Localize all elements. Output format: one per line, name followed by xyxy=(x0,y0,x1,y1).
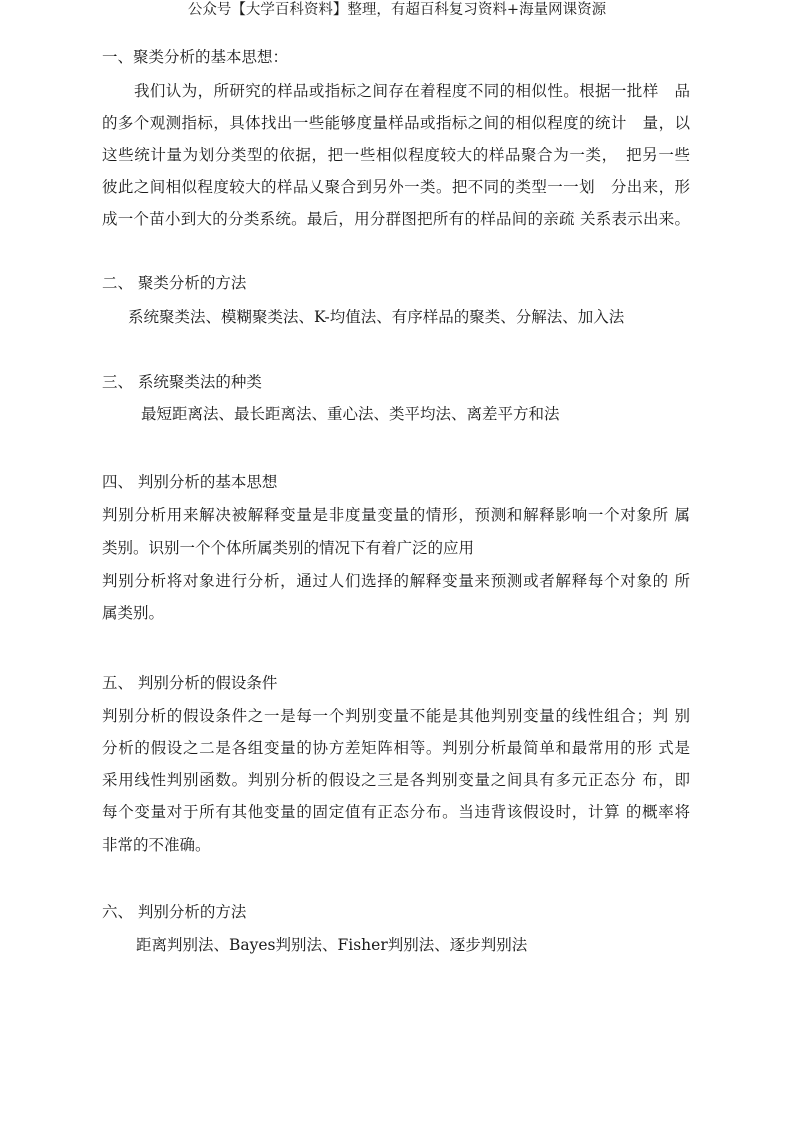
section-5-line: 每个变量对于所有其他变量的固定值有正态分布。当违背该假设时，计算 的概率将 xyxy=(102,803,690,821)
section-3-line: 最短距离法、最长距离法、重心法、类平均法、离差平方和法 xyxy=(141,405,560,423)
section-1-line: 彼此之间相似程度较大的样品乂聚合到另外一类。把不同的类型一一划 分出来，形 xyxy=(102,178,690,196)
page-header: 公众号【大学百科资料】整理，有超百科复习资料+海量网课资源 xyxy=(187,2,607,18)
section-4-line: 判别分析将对象进行分析，通过人们选择的解释变量来预测或者解释每个对象的 所 xyxy=(102,572,690,590)
section-1-title: 一、聚类分析的基本思想： xyxy=(102,48,289,66)
section-4-line: 判别分析用来解决被解释变量是非度量变量的情形，预测和解释影响一个对象所 属 xyxy=(102,506,690,524)
section-5-title: 五、 判别分析的假设条件 xyxy=(102,674,278,692)
section-4-line: 属类别。 xyxy=(102,604,165,622)
section-3-title: 三、 系统聚类法的种类 xyxy=(102,373,262,391)
section-1-line: 成一个苗小到大的分类系统。最后，用分群图把所有的样品间的亲疏 关系表示出来。 xyxy=(102,210,690,228)
section-5-line: 采用线性判别函数。判别分析的假设之三是各判别变量之间具有多元正态分 布，即 xyxy=(102,771,690,789)
section-1-line: 的多个观测指标，具体找出一些能够度量样品或指标之间的相似程度的统计 量，以 xyxy=(102,114,690,132)
section-1-line: 我们认为，所研究的样品或指标之间存在着程度不同的相似性。根据一批样 品 xyxy=(134,82,690,100)
section-1-line: 这些统计量为划分类型的依据，把一些相似程度较大的样品聚合为一类， 把另一些 xyxy=(102,146,690,164)
section-6-line: 距离判别法、Bayes判别法、Fisher判别法、逐步判别法 xyxy=(136,936,528,954)
section-6-title: 六、 判别分析的方法 xyxy=(102,903,247,921)
section-2-title: 二、 聚类分析的方法 xyxy=(102,274,247,292)
section-4-title: 四、 判别分析的基本思想 xyxy=(102,473,278,491)
section-2-line: 系统聚类法、模糊聚类法、K-均值法、有序样品的聚类、分解法、加入法 xyxy=(128,308,625,326)
section-4-line: 类别。识别一个个体所属类别的情况下有着广泛的应用 xyxy=(102,539,475,557)
section-5-line: 非常的不准确。 xyxy=(102,836,211,854)
section-5-line: 判别分析的假设条件之一是每一个判别变量不能是其他判别变量的线性组合；判 别 xyxy=(102,707,690,725)
section-5-line: 分析的假设之二是各组变量的协方差矩阵相等。判别分析最简单和最常用的形 式是 xyxy=(102,739,690,757)
